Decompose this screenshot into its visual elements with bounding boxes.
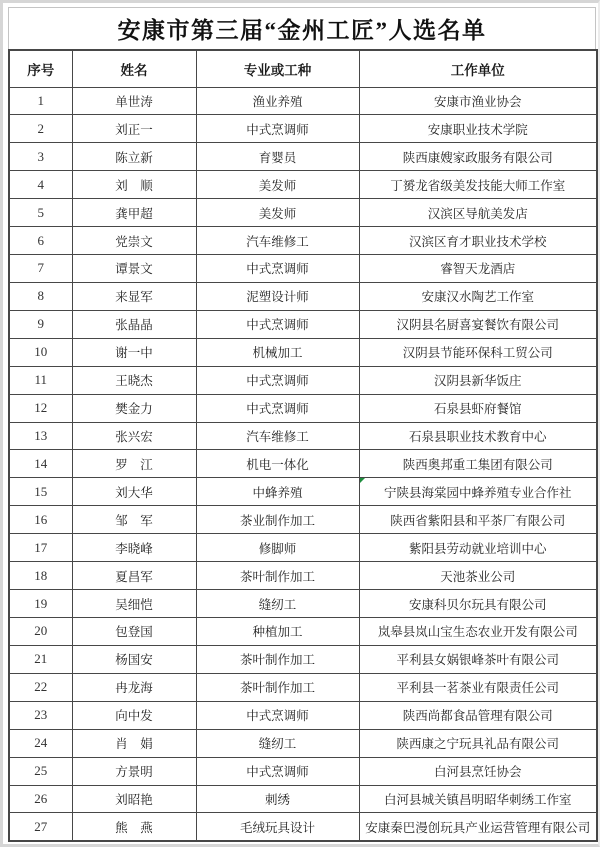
cell-name: 刘 顺 [72,171,196,199]
table-row [9,143,597,171]
cell-unit: 陕西奥邦重工集团有限公司 [359,450,597,478]
table-row [9,729,597,757]
cell-name: 张兴宏 [72,422,196,450]
cell-name: 冉龙海 [72,673,196,701]
cell-trade: 种植加工 [196,618,359,646]
cell-no: 6 [9,227,72,255]
cell-no: 3 [9,143,72,171]
cell-unit: 平利县一茗茶业有限责任公司 [359,673,597,701]
cell-no: 24 [9,729,72,757]
cell-trade: 美发师 [196,171,359,199]
cell-unit: 石泉县职业技术教育中心 [359,422,597,450]
cell-name: 谭景文 [72,255,196,283]
header-no: 序号 [9,50,72,87]
cell-name: 单世涛 [72,87,196,115]
cell-trade: 茶叶制作加工 [196,673,359,701]
cell-no: 8 [9,282,72,310]
cell-trade: 美发师 [196,199,359,227]
table-row [9,171,597,199]
cell-unit: 紫阳县劳动就业培训中心 [359,534,597,562]
cell-name: 龚甲超 [72,199,196,227]
cell-unit: 睿智天龙酒店 [359,255,597,283]
table-row [9,618,597,646]
table-row [9,785,597,813]
table-row [9,506,597,534]
cell-unit: 陕西康嫂家政服务有限公司 [359,143,597,171]
cell-name: 樊金力 [72,394,196,422]
cell-no: 17 [9,534,72,562]
cell-unit: 安康职业技术学院 [359,115,597,143]
cell-unit: 平利县女娲银峰茶叶有限公司 [359,645,597,673]
table-row [9,534,597,562]
table-row [9,645,597,673]
table-row [9,227,597,255]
cell-unit: 汉滨区育才职业技术学校 [359,227,597,255]
table-body [9,87,597,841]
table-row [9,282,597,310]
table-row [9,310,597,338]
cell-trade: 中式烹调师 [196,255,359,283]
cell-trade: 毛绒玩具设计 [196,813,359,841]
cell-name: 刘大华 [72,478,196,506]
cell-unit: 汉阴县新华饭庄 [359,366,597,394]
cell-trade: 汽车维修工 [196,227,359,255]
table-row [9,562,597,590]
cell-name: 邹 军 [72,506,196,534]
cell-unit: 汉滨区导航美发店 [359,199,597,227]
cell-no: 15 [9,478,72,506]
cell-unit: 天池茶业公司 [359,562,597,590]
page-title: 安康市第三届“金州工匠”人选名单 [117,18,487,43]
header-row [9,50,597,87]
cell-unit: 安康市渔业协会 [359,87,597,115]
cell-name: 杨国安 [72,645,196,673]
cell-trade: 刺绣 [196,785,359,813]
title-box [8,7,596,49]
cell-name: 向中发 [72,701,196,729]
cell-trade: 汽车维修工 [196,422,359,450]
table-row [9,813,597,841]
cell-no: 12 [9,394,72,422]
cell-unit: 陕西省紫阳县和平茶厂有限公司 [359,506,597,534]
cell-name: 包登国 [72,618,196,646]
cell-trade: 修脚师 [196,534,359,562]
table-row [9,590,597,618]
cell-no: 4 [9,171,72,199]
cell-unit: 岚皋县岚山宝生态农业开发有限公司 [359,618,597,646]
cell-no: 16 [9,506,72,534]
cell-no: 5 [9,199,72,227]
cell-trade: 缝纫工 [196,729,359,757]
cell-unit: 陕西康之宁玩具礼品有限公司 [359,729,597,757]
header-trade: 专业或工种 [196,50,359,87]
cell-unit: 安康科贝尔玩具有限公司 [359,590,597,618]
cell-name: 肖 娟 [72,729,196,757]
cell-no: 20 [9,618,72,646]
cell-name: 夏昌军 [72,562,196,590]
table-row [9,199,597,227]
cell-name: 谢一中 [72,338,196,366]
table-row [9,478,597,506]
cell-no: 21 [9,645,72,673]
cell-no: 22 [9,673,72,701]
cell-no: 13 [9,422,72,450]
cell-trade: 泥塑设计师 [196,282,359,310]
cell-name: 吴细恺 [72,590,196,618]
cell-trade: 缝纫工 [196,590,359,618]
cell-no: 14 [9,450,72,478]
cell-unit-with-error-marker: 宁陕县海棠园中蜂养殖专业合作社 [359,478,597,506]
cell-trade: 茶业制作加工 [196,506,359,534]
cell-unit: 安康秦巴漫创玩具产业运营管理有限公司 [359,813,597,841]
table-row [9,422,597,450]
cell-unit: 白河县烹饪协会 [359,757,597,785]
table-row [9,757,597,785]
cell-no: 18 [9,562,72,590]
cell-no: 25 [9,757,72,785]
cell-trade: 中蜂养殖 [196,478,359,506]
cell-trade: 渔业养殖 [196,87,359,115]
cell-name: 来显军 [72,282,196,310]
cell-unit: 陕西尚都食品管理有限公司 [359,701,597,729]
table-row [9,701,597,729]
cell-name: 张晶晶 [72,310,196,338]
cell-trade: 育婴员 [196,143,359,171]
table-row [9,366,597,394]
cell-trade: 机电一体化 [196,450,359,478]
cell-no: 9 [9,310,72,338]
cell-unit: 汉阴县名厨喜宴餐饮有限公司 [359,310,597,338]
cell-trade: 茶叶制作加工 [196,645,359,673]
cell-no: 23 [9,701,72,729]
cell-unit: 丁赟龙省级美发技能大师工作室 [359,171,597,199]
cell-no: 26 [9,785,72,813]
cell-trade: 机械加工 [196,338,359,366]
cell-no: 19 [9,590,72,618]
candidates-table [8,49,598,842]
table-row [9,255,597,283]
cell-no: 7 [9,255,72,283]
cell-name: 罗 江 [72,450,196,478]
table-row [9,450,597,478]
cell-trade: 中式烹调师 [196,394,359,422]
cell-name: 王晓杰 [72,366,196,394]
cell-no: 11 [9,366,72,394]
cell-name: 党崇文 [72,227,196,255]
header-name: 姓名 [72,50,196,87]
cell-unit: 安康汉水陶艺工作室 [359,282,597,310]
cell-name: 刘正一 [72,115,196,143]
cell-trade: 中式烹调师 [196,310,359,338]
table-row [9,87,597,115]
table-row [9,115,597,143]
table-row [9,338,597,366]
cell-no: 1 [9,87,72,115]
cell-trade: 中式烹调师 [196,115,359,143]
cell-name: 李晓峰 [72,534,196,562]
cell-name: 方景明 [72,757,196,785]
cell-trade: 茶叶制作加工 [196,562,359,590]
cell-no: 2 [9,115,72,143]
cell-unit: 石泉县虾府餐馆 [359,394,597,422]
cell-unit: 白河县城关镇昌明昭华刺绣工作室 [359,785,597,813]
header-unit: 工作单位 [359,50,597,87]
cell-name: 熊 燕 [72,813,196,841]
table-row [9,394,597,422]
cell-name: 刘昭艳 [72,785,196,813]
cell-trade: 中式烹调师 [196,366,359,394]
table-row [9,673,597,701]
cell-trade: 中式烹调师 [196,757,359,785]
cell-no: 27 [9,813,72,841]
cell-name: 陈立新 [72,143,196,171]
cell-no: 10 [9,338,72,366]
cell-unit: 汉阴县节能环保科工贸公司 [359,338,597,366]
cell-trade: 中式烹调师 [196,701,359,729]
